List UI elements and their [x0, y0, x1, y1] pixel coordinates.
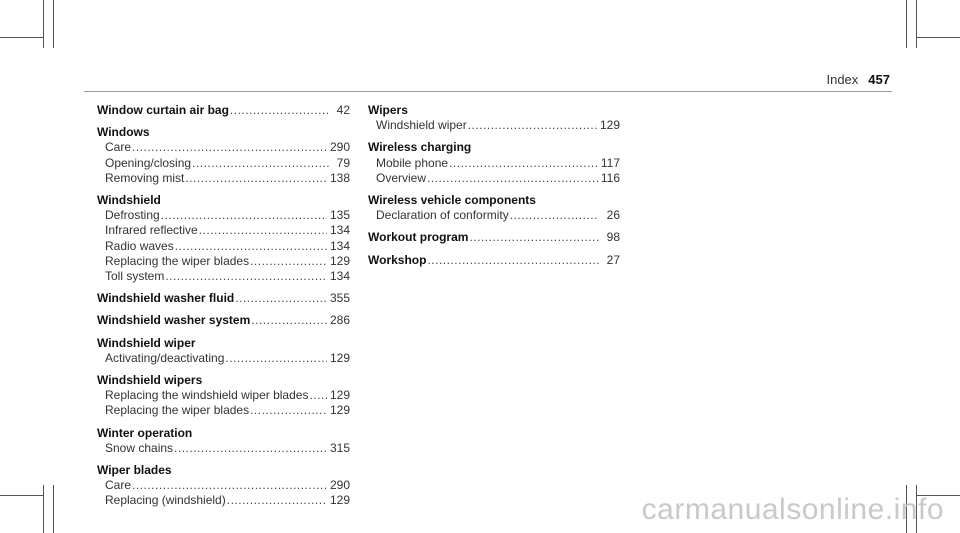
crop-mark — [916, 0, 917, 48]
index-subentry[interactable] — [97, 208, 350, 223]
index-page-ref[interactable]: 116 — [600, 170, 620, 185]
index-column-right — [368, 103, 620, 275]
crop-mark — [53, 485, 54, 533]
dot-leader — [175, 239, 327, 254]
index-page-ref[interactable]: 286 — [329, 313, 350, 328]
index-subentry[interactable] — [97, 171, 350, 186]
index-subentry-text: Care — [105, 140, 132, 155]
index-page-ref[interactable]: 129 — [329, 388, 350, 403]
index-heading-text: Wireless charging — [368, 140, 472, 155]
index-subentry-text: Overview — [376, 170, 427, 185]
index-page-ref[interactable]: 42 — [336, 103, 350, 117]
index-heading-text: Windows — [97, 125, 150, 140]
index-entry — [97, 125, 350, 186]
index-heading[interactable] — [97, 193, 350, 208]
index-subentry-text: Replacing the wiper blades — [105, 403, 250, 418]
header-rule — [84, 91, 892, 92]
index-entry — [368, 193, 620, 223]
index-subentry[interactable] — [97, 223, 350, 238]
index-page-ref[interactable]: 129 — [329, 493, 350, 508]
index-heading[interactable] — [368, 193, 620, 208]
index-heading-text: Window curtain air bag — [97, 103, 229, 117]
crop-mark — [53, 0, 54, 48]
index-heading-text: Windshield washer fluid — [97, 291, 235, 306]
index-page-ref[interactable]: 129 — [329, 350, 350, 365]
index-heading-text: Windshield — [97, 193, 161, 208]
index-page-ref[interactable]: 79 — [336, 155, 350, 170]
index-entry — [97, 313, 350, 328]
index-subentry[interactable] — [368, 156, 620, 171]
index-heading[interactable] — [97, 103, 350, 118]
index-page-ref[interactable]: 355 — [329, 291, 350, 306]
dot-leader — [449, 156, 598, 171]
crop-mark — [906, 0, 907, 48]
index-entry — [97, 193, 350, 284]
page-header — [826, 72, 890, 87]
dot-leader — [235, 291, 327, 306]
index-heading[interactable] — [97, 313, 350, 328]
index-subentry[interactable] — [97, 493, 350, 508]
dot-leader — [227, 493, 327, 508]
index-heading[interactable] — [97, 426, 350, 441]
index-subentry[interactable] — [97, 156, 350, 171]
crop-mark — [43, 0, 44, 48]
index-heading[interactable] — [97, 373, 350, 388]
index-subentry[interactable] — [97, 351, 350, 366]
index-subentry-text: Activating/deactivating — [105, 350, 225, 365]
index-heading[interactable] — [97, 291, 350, 306]
dot-leader — [192, 156, 329, 171]
index-subentry-text: Toll system — [105, 269, 165, 284]
watermark: carmanualsonline.info — [641, 493, 944, 526]
index-page-ref[interactable]: 27 — [606, 252, 620, 267]
index-subentry-text: Snow chains — [105, 440, 174, 455]
dot-leader — [132, 478, 327, 493]
dot-leader — [510, 208, 599, 223]
index-heading[interactable] — [97, 463, 350, 478]
index-entry — [368, 253, 620, 268]
index-subentry-text: Declaration of conformity — [376, 208, 509, 223]
index-entry — [97, 426, 350, 456]
index-page-ref[interactable]: 117 — [600, 155, 620, 170]
dot-leader — [185, 171, 327, 186]
index-subentry[interactable] — [368, 171, 620, 186]
index-page-ref[interactable]: 134 — [329, 238, 350, 253]
index-entry — [97, 463, 350, 509]
index-entry — [97, 373, 350, 419]
index-page-ref[interactable]: 98 — [606, 230, 620, 245]
index-subentry[interactable] — [97, 239, 350, 254]
index-subentry[interactable] — [97, 269, 350, 284]
index-heading-text: Windshield wipers — [97, 373, 203, 388]
index-subentry-text: Replacing (windshield) — [105, 493, 226, 508]
dot-leader — [251, 313, 327, 328]
index-entry — [97, 103, 350, 118]
dot-leader — [165, 269, 327, 284]
index-subentry-text: Windshield wiper — [376, 118, 467, 133]
index-subentry[interactable] — [97, 478, 350, 493]
index-column-left — [97, 103, 350, 516]
crop-mark — [43, 485, 44, 533]
dot-leader — [250, 254, 327, 269]
index-heading-text: Winter operation — [97, 425, 193, 440]
dot-leader — [469, 230, 599, 245]
index-entry — [368, 103, 620, 133]
index-page-ref[interactable]: 134 — [329, 269, 350, 284]
index-subentry-text: Replacing the windshield wiper blades — [105, 388, 309, 403]
index-page-ref[interactable]: 129 — [599, 118, 620, 133]
index-page-ref[interactable]: 290 — [329, 140, 350, 155]
dot-leader — [199, 223, 327, 238]
dot-leader — [161, 208, 327, 223]
index-entry — [368, 230, 620, 245]
index-subentry[interactable] — [368, 118, 620, 133]
index-subentry[interactable] — [97, 388, 350, 403]
dot-leader — [427, 171, 598, 186]
index-page-ref[interactable]: 135 — [329, 208, 350, 223]
index-heading-text: Workout program — [368, 230, 469, 245]
index-heading[interactable] — [368, 253, 620, 268]
index-heading-text: Wiper blades — [97, 463, 172, 478]
crop-mark — [917, 37, 960, 38]
index-page-ref[interactable]: 129 — [329, 253, 350, 268]
index-heading-text: Wireless vehicle components — [368, 193, 536, 208]
index-heading[interactable] — [368, 230, 620, 245]
index-subentry-text: Removing mist — [105, 170, 185, 185]
index-heading-text: Wipers — [368, 103, 408, 117]
index-heading-text: Windshield wiper — [97, 335, 196, 350]
index-subentry-text: Mobile phone — [376, 155, 449, 170]
index-page-ref[interactable]: 134 — [329, 223, 350, 238]
index-page-ref[interactable]: 138 — [329, 170, 350, 185]
dot-leader — [230, 103, 329, 118]
index-subentry[interactable] — [97, 254, 350, 269]
index-subentry[interactable] — [97, 441, 350, 456]
index-subentry-text: Replacing the wiper blades — [105, 253, 250, 268]
index-page-ref[interactable]: 129 — [329, 403, 350, 418]
dot-leader — [132, 140, 327, 155]
index-subentry[interactable] — [97, 403, 350, 418]
index-page-ref[interactable]: 315 — [329, 440, 350, 455]
index-heading[interactable] — [368, 103, 620, 118]
index-heading-text: Workshop — [368, 252, 427, 267]
index-entry — [368, 140, 620, 186]
index-heading[interactable] — [97, 336, 350, 351]
index-subentry[interactable] — [97, 140, 350, 155]
index-subentry-text: Care — [105, 478, 132, 493]
index-entry — [97, 291, 350, 306]
crop-mark — [0, 37, 43, 38]
index-heading[interactable] — [368, 140, 620, 155]
index-subentry-text: Radio waves — [105, 238, 174, 253]
crop-mark — [0, 495, 43, 496]
dot-leader — [225, 351, 327, 366]
dot-leader — [468, 118, 597, 133]
index-heading-text: Windshield washer system — [97, 313, 251, 328]
dot-leader — [250, 403, 327, 418]
index-heading[interactable] — [97, 125, 350, 140]
dot-leader — [427, 253, 599, 268]
index-subentry-text: Defrosting — [105, 208, 160, 223]
index-subentry-text: Opening/closing — [105, 155, 192, 170]
dot-leader — [174, 441, 327, 456]
index-page-ref[interactable]: 26 — [606, 208, 620, 223]
index-subentry-text: Infrared reflective — [105, 223, 198, 238]
index-entry — [97, 336, 350, 366]
index-page-ref[interactable]: 290 — [329, 478, 350, 493]
page-number: 457 — [868, 72, 890, 87]
dot-leader — [309, 388, 327, 403]
section-label: Index — [826, 72, 859, 87]
index-subentry[interactable] — [368, 208, 620, 223]
